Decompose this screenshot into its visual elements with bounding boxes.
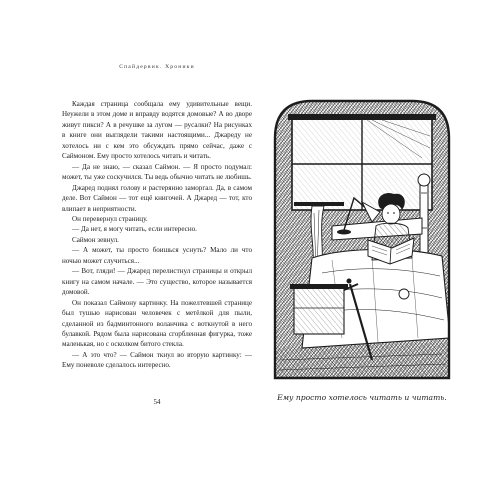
paragraph: — А это что? — Саймон ткнул во вторую картинку: — Ему поневоле сделалось интересно. xyxy=(62,350,252,370)
paragraph: — Вот, гляди! — Джаред перелистнул страницы и открыл книгу на самом начале. — Это существо, которое называется домовой. xyxy=(62,267,252,297)
paragraph: — Да не знаю, — сказал Саймон. — Я просто подумал: может, ты уже соскучился. Ты ведь обычно читать не любишь. xyxy=(62,162,252,182)
window xyxy=(288,114,436,210)
shelf xyxy=(294,202,344,206)
paragraph: Джаред поднял голову и растерянно заморгал. Да, в самом деле. Вот Саймон — тот ещё книгочей. А Джаред — тот, кто влипает в неприятности. xyxy=(62,183,252,213)
running-head: Спайдервик. Хроники xyxy=(119,64,195,70)
floor xyxy=(272,342,452,381)
page-number: 54 xyxy=(153,398,161,406)
paragraph: Он перевернул страницу. xyxy=(72,214,148,223)
paragraph: — А может, ты просто боишься уснуть? Мало ли что ночью может случиться... xyxy=(62,246,252,265)
boy-reading-illustration xyxy=(272,98,452,381)
illustration-caption: Ему просто хотелось читать и читать. xyxy=(277,393,447,402)
paragraph: Он показал Саймону картинку. На пожелтевшей странице был тушью нарисован человечек с метёлкой для пыли, сделанной из бадминтонного воланчика с воткнутой в него булавкой. Рядом была нарисована сгорбленная фигурка, тоже маленькая, но с осколком битого стекла. xyxy=(62,298,252,349)
body-text xyxy=(62,99,252,371)
paragraph: — Да нет, я могу читать, если интересно. xyxy=(72,225,197,234)
paragraph: Саймон зевнул. xyxy=(72,235,119,244)
ball xyxy=(399,289,409,299)
nightstand xyxy=(290,284,348,334)
paragraph: Каждая страница сообщала ему удивительные вещи. Неужели в этом доме и вправду водятся домовые? А во дворе живут пикси? А в речушке за лугом — русалки? На рисунках в книге они выглядели такими настоящими... Джареду не хотелось ни с кем это обсуждать прямо сейчас, даже с Саймоном. Ему просто хотелось читать и читать. xyxy=(62,100,252,161)
